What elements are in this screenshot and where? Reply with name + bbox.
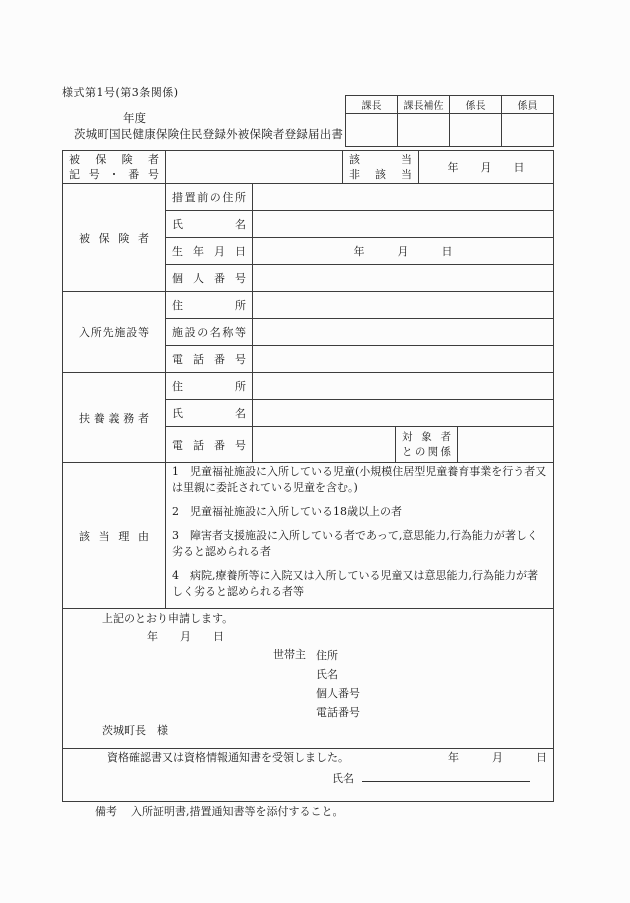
householder-phone-label: 電話番号 [316, 706, 360, 719]
householder-name-label: 氏名 [316, 668, 338, 681]
receipt-date-field: 年 月 日 [448, 751, 547, 764]
approval-header-kakariin: 係員 [502, 96, 554, 114]
table-row [63, 373, 554, 400]
approval-header-row [346, 96, 554, 114]
receipt-signature-row [69, 770, 547, 786]
applicability-date-field: 年 月 日 [419, 151, 554, 184]
facility-name-label: 施設の名称等 [166, 319, 253, 346]
approval-stamp-row [346, 114, 554, 147]
approval-header-kacho: 課長 [346, 96, 398, 114]
supporter-name-field [253, 400, 554, 427]
facility-phone-label: 電話番号 [166, 346, 253, 373]
relation-to-subject-field [458, 427, 554, 463]
reason-item-1: 1 児童福祉施設に入所している児童(小規模住居型児童養育事業を行う者又は里親に委託されている児童を含む。) [172, 465, 547, 494]
remarks-label: 備考 [95, 805, 117, 818]
approval-stamp-kachohosa [398, 114, 450, 147]
pre-placement-address-field [253, 184, 554, 211]
personal-number-label: 個人番号 [166, 265, 253, 292]
insured-name-field [253, 211, 554, 238]
householder-block [69, 646, 547, 722]
pre-placement-address-label: 措置前の住所 [166, 184, 253, 211]
applicability-label: 該当 非該当 [343, 151, 419, 184]
table-row [63, 151, 554, 184]
reason-item-2: 2 児童福祉施設に入所している18歳以上の者 [172, 505, 402, 518]
application-section [63, 609, 554, 749]
facility-name-field [253, 319, 554, 346]
receipt-name-label: 氏名 [332, 772, 354, 785]
supporter-address-label: 住所 [166, 373, 253, 400]
supporter-group-label: 扶養義務者 [63, 373, 166, 463]
householder-address-label: 住所 [316, 649, 338, 662]
supporter-phone-label: 電話番号 [166, 427, 253, 463]
supporter-phone-field [253, 427, 396, 463]
form-number-note: 様式第1号(第3条関係) [62, 86, 179, 99]
table-row [63, 609, 554, 749]
table-row [63, 749, 554, 802]
signature-line [362, 770, 530, 782]
birthdate-field: 年 月 日 [253, 238, 554, 265]
receipt-line [69, 750, 547, 766]
approval-stamp-kacho [346, 114, 398, 147]
receipt-section [63, 749, 554, 802]
reason-item-4: 4 病院,療養所等に入院又は入所している児童又は意思能力,行為能力が著しく劣ると認められる者等 [172, 569, 538, 598]
application-declaration: 上記のとおり申請します。 [102, 612, 234, 625]
householder-personal-number-label: 個人番号 [316, 687, 360, 700]
approval-stamp-kakaricho [450, 114, 502, 147]
table-row [63, 184, 554, 211]
reason-group-label: 該当理由 [63, 463, 166, 609]
facility-address-label: 住所 [166, 292, 253, 319]
facility-phone-field [253, 346, 554, 373]
table-row [63, 292, 554, 319]
main-form-table [62, 150, 554, 802]
insured-name-label: 氏名 [166, 211, 253, 238]
addressee: 茨城町長 様 [102, 724, 168, 737]
insured-symbol-number-label: 被保険者 記号・番号 [63, 151, 166, 184]
approval-stamp-kakariin [502, 114, 554, 147]
approval-header-kakaricho: 係長 [450, 96, 502, 114]
page-title: 茨城町国民健康保険住民登録外被保険者登録届出書 [74, 127, 344, 141]
facility-address-field [253, 292, 554, 319]
application-date-field: 年 月 日 [147, 630, 224, 643]
remarks-text: 入所証明書,措置通知書等を添付すること。 [131, 805, 344, 818]
insured-group-label: 被保険者 [63, 184, 166, 292]
table-row [63, 463, 554, 609]
insured-symbol-number-field [166, 151, 343, 184]
reason-item-3: 3 障害者支援施設に入所している者であって,意思能力,行為能力が著しく劣ると認められる者 [172, 529, 538, 558]
householder-label: 世帯主 [273, 648, 306, 661]
reason-list [166, 463, 554, 609]
remarks-note [95, 803, 344, 819]
supporter-address-field [253, 373, 554, 400]
birthdate-label: 生年月日 [166, 238, 253, 265]
householder-fields [316, 646, 360, 722]
facility-group-label: 入所先施設等 [63, 292, 166, 373]
approval-stamp-table [345, 95, 554, 147]
supporter-name-label: 氏名 [166, 400, 253, 427]
personal-number-field [253, 265, 554, 292]
receipt-statement: 資格確認書又は資格情報通知書を受領しました。 [107, 751, 349, 764]
fiscal-year-label: 年度 [123, 111, 146, 125]
approval-header-kachohosa: 課長補佐 [398, 96, 450, 114]
relation-to-subject-label: 対象者 との関係 [396, 427, 458, 463]
